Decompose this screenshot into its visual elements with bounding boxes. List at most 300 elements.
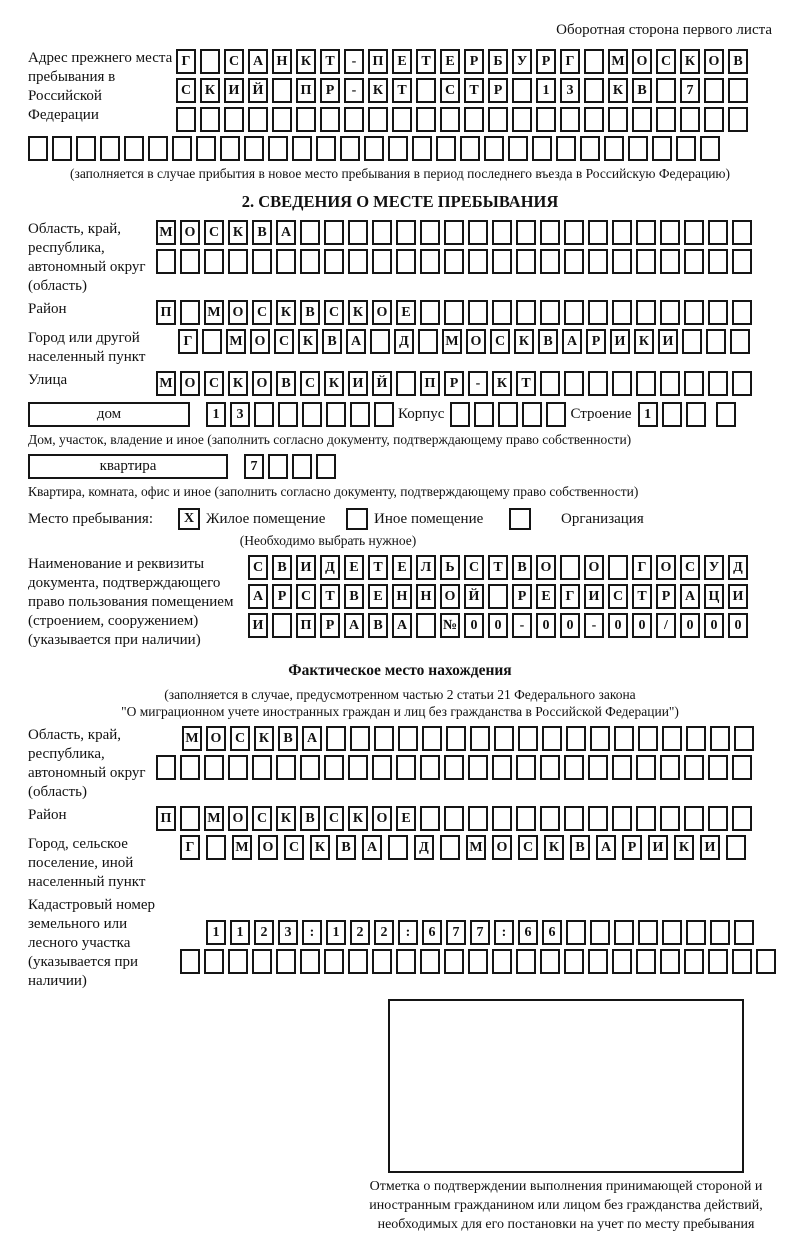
char-cell[interactable]: У [512, 49, 532, 74]
char-cell[interactable] [730, 329, 750, 354]
checkbox-other-premises[interactable] [346, 508, 368, 530]
char-cell[interactable]: Й [464, 584, 484, 609]
char-cell[interactable] [580, 136, 600, 161]
char-cell[interactable]: С [680, 555, 700, 580]
char-cell[interactable]: 2 [350, 920, 370, 945]
char-cell[interactable] [684, 755, 704, 780]
char-cell[interactable]: О [656, 555, 676, 580]
char-cell[interactable]: К [298, 329, 318, 354]
char-cell[interactable] [732, 949, 752, 974]
char-cell[interactable]: 0 [560, 613, 580, 638]
char-cell[interactable]: В [276, 371, 296, 396]
char-cell[interactable] [176, 107, 196, 132]
char-cell[interactable]: К [348, 806, 368, 831]
char-cell[interactable]: Е [440, 49, 460, 74]
char-cell[interactable] [656, 78, 676, 103]
char-cell[interactable]: С [518, 835, 538, 860]
char-cell[interactable]: П [420, 371, 440, 396]
char-cell[interactable] [484, 136, 504, 161]
char-cell[interactable] [516, 806, 536, 831]
char-cell[interactable] [180, 249, 200, 274]
char-cell[interactable]: А [362, 835, 382, 860]
char-cell[interactable] [636, 949, 656, 974]
char-cell[interactable]: И [610, 329, 630, 354]
char-cell[interactable] [492, 755, 512, 780]
char-cell[interactable]: Д [414, 835, 434, 860]
char-cell[interactable] [228, 949, 248, 974]
char-cell[interactable] [494, 726, 514, 751]
char-cell[interactable] [276, 949, 296, 974]
char-cell[interactable]: 1 [326, 920, 346, 945]
char-cell[interactable]: Р [444, 371, 464, 396]
char-cell[interactable]: 6 [422, 920, 442, 945]
char-cell[interactable] [732, 755, 752, 780]
char-cell[interactable]: А [276, 220, 296, 245]
char-cell[interactable] [248, 107, 268, 132]
char-cell[interactable] [180, 949, 200, 974]
char-cell[interactable]: : [398, 920, 418, 945]
char-cell[interactable] [632, 107, 652, 132]
char-cell[interactable] [704, 78, 724, 103]
char-cell[interactable] [156, 755, 176, 780]
char-cell[interactable] [636, 249, 656, 274]
char-cell[interactable]: В [272, 555, 292, 580]
char-cell[interactable]: Ь [440, 555, 460, 580]
char-cell[interactable]: Р [488, 78, 508, 103]
char-cell[interactable] [628, 136, 648, 161]
char-cell[interactable] [564, 949, 584, 974]
char-cell[interactable] [468, 949, 488, 974]
char-cell[interactable]: Р [320, 613, 340, 638]
char-cell[interactable] [588, 371, 608, 396]
char-cell[interactable] [396, 755, 416, 780]
char-cell[interactable] [684, 300, 704, 325]
char-cell[interactable]: И [248, 613, 268, 638]
char-cell[interactable] [276, 755, 296, 780]
char-cell[interactable] [326, 726, 346, 751]
char-cell[interactable] [590, 920, 610, 945]
char-cell[interactable] [516, 300, 536, 325]
char-cell[interactable] [444, 249, 464, 274]
char-cell[interactable] [420, 220, 440, 245]
char-cell[interactable]: Т [516, 371, 536, 396]
char-cell[interactable]: 3 [278, 920, 298, 945]
char-cell[interactable] [76, 136, 96, 161]
char-cell[interactable] [368, 107, 388, 132]
char-cell[interactable]: В [728, 49, 748, 74]
char-cell[interactable] [204, 755, 224, 780]
char-cell[interactable]: Г [560, 49, 580, 74]
char-cell[interactable]: Е [344, 555, 364, 580]
char-cell[interactable] [268, 136, 288, 161]
char-cell[interactable] [468, 755, 488, 780]
char-cell[interactable] [516, 249, 536, 274]
char-cell[interactable]: М [232, 835, 252, 860]
char-cell[interactable]: - [584, 613, 604, 638]
char-cell[interactable] [614, 726, 634, 751]
char-cell[interactable] [292, 454, 312, 479]
char-cell[interactable]: 0 [608, 613, 628, 638]
char-cell[interactable] [636, 300, 656, 325]
char-cell[interactable]: Т [320, 584, 340, 609]
char-cell[interactable]: : [302, 920, 322, 945]
char-cell[interactable]: О [180, 220, 200, 245]
char-cell[interactable]: Т [632, 584, 652, 609]
char-cell[interactable] [416, 78, 436, 103]
char-cell[interactable]: Е [368, 584, 388, 609]
char-cell[interactable] [492, 220, 512, 245]
char-cell[interactable]: : [494, 920, 514, 945]
char-cell[interactable]: С [608, 584, 628, 609]
char-cell[interactable]: Е [392, 49, 412, 74]
char-cell[interactable]: Г [560, 584, 580, 609]
char-cell[interactable]: М [226, 329, 246, 354]
char-cell[interactable] [708, 755, 728, 780]
char-cell[interactable] [416, 107, 436, 132]
char-cell[interactable] [276, 249, 296, 274]
char-cell[interactable]: 6 [542, 920, 562, 945]
char-cell[interactable] [254, 402, 274, 427]
char-cell[interactable] [420, 300, 440, 325]
char-cell[interactable] [420, 806, 440, 831]
char-cell[interactable] [468, 806, 488, 831]
char-cell[interactable] [636, 220, 656, 245]
char-cell[interactable] [398, 726, 418, 751]
char-cell[interactable] [540, 949, 560, 974]
char-cell[interactable]: Р [656, 584, 676, 609]
char-cell[interactable]: И [728, 584, 748, 609]
char-cell[interactable] [124, 136, 144, 161]
char-cell[interactable] [392, 107, 412, 132]
char-cell[interactable] [196, 136, 216, 161]
char-cell[interactable] [556, 136, 576, 161]
char-cell[interactable]: К [276, 806, 296, 831]
char-cell[interactable]: С [176, 78, 196, 103]
char-cell[interactable] [516, 949, 536, 974]
char-cell[interactable]: Г [178, 329, 198, 354]
char-cell[interactable]: 1 [638, 402, 658, 427]
char-cell[interactable] [252, 249, 272, 274]
char-cell[interactable]: Т [392, 78, 412, 103]
char-cell[interactable]: О [228, 300, 248, 325]
char-cell[interactable] [588, 300, 608, 325]
char-cell[interactable] [492, 806, 512, 831]
char-cell[interactable]: - [512, 613, 532, 638]
char-cell[interactable] [446, 726, 466, 751]
char-cell[interactable] [708, 949, 728, 974]
char-cell[interactable] [180, 806, 200, 831]
char-cell[interactable] [100, 136, 120, 161]
char-cell[interactable] [180, 300, 200, 325]
char-cell[interactable] [244, 136, 264, 161]
char-cell[interactable]: А [302, 726, 322, 751]
char-cell[interactable]: 2 [254, 920, 274, 945]
char-cell[interactable]: 1 [206, 402, 226, 427]
char-cell[interactable] [732, 371, 752, 396]
char-cell[interactable]: В [336, 835, 356, 860]
char-cell[interactable] [732, 806, 752, 831]
char-cell[interactable] [350, 726, 370, 751]
char-cell[interactable] [676, 136, 696, 161]
char-cell[interactable]: П [296, 613, 316, 638]
char-cell[interactable] [348, 220, 368, 245]
char-cell[interactable] [202, 329, 222, 354]
char-cell[interactable]: К [200, 78, 220, 103]
char-cell[interactable]: Д [394, 329, 414, 354]
char-cell[interactable]: С [284, 835, 304, 860]
char-cell[interactable] [224, 107, 244, 132]
char-cell[interactable]: С [230, 726, 250, 751]
char-cell[interactable]: О [440, 584, 460, 609]
char-cell[interactable] [272, 613, 292, 638]
char-cell[interactable] [492, 300, 512, 325]
char-cell[interactable] [684, 949, 704, 974]
char-cell[interactable]: Л [416, 555, 436, 580]
char-cell[interactable] [604, 136, 624, 161]
char-cell[interactable] [372, 249, 392, 274]
char-cell[interactable]: Е [396, 300, 416, 325]
char-cell[interactable] [540, 755, 560, 780]
char-cell[interactable]: С [296, 584, 316, 609]
char-cell[interactable]: 1 [206, 920, 226, 945]
char-cell[interactable]: О [704, 49, 724, 74]
char-cell[interactable] [710, 726, 730, 751]
char-cell[interactable] [540, 371, 560, 396]
char-cell[interactable] [324, 949, 344, 974]
char-cell[interactable]: А [346, 329, 366, 354]
char-cell[interactable] [440, 835, 460, 860]
char-cell[interactable] [660, 371, 680, 396]
char-cell[interactable] [540, 806, 560, 831]
char-cell[interactable] [564, 249, 584, 274]
char-cell[interactable] [370, 329, 390, 354]
char-cell[interactable] [614, 920, 634, 945]
char-cell[interactable]: О [372, 300, 392, 325]
char-cell[interactable]: О [206, 726, 226, 751]
char-cell[interactable] [440, 107, 460, 132]
char-cell[interactable]: 6 [518, 920, 538, 945]
char-cell[interactable]: Т [416, 49, 436, 74]
char-cell[interactable]: О [180, 371, 200, 396]
char-cell[interactable]: К [228, 371, 248, 396]
char-cell[interactable]: П [156, 806, 176, 831]
char-cell[interactable]: К [514, 329, 534, 354]
char-cell[interactable] [564, 755, 584, 780]
char-cell[interactable] [374, 726, 394, 751]
char-cell[interactable]: М [442, 329, 462, 354]
char-cell[interactable] [344, 107, 364, 132]
char-cell[interactable] [662, 402, 682, 427]
char-cell[interactable] [444, 949, 464, 974]
char-cell[interactable] [560, 555, 580, 580]
char-cell[interactable] [422, 726, 442, 751]
char-cell[interactable] [542, 726, 562, 751]
char-cell[interactable] [734, 920, 754, 945]
char-cell[interactable]: О [252, 371, 272, 396]
char-cell[interactable]: 7 [244, 454, 264, 479]
char-cell[interactable] [444, 220, 464, 245]
char-cell[interactable] [156, 249, 176, 274]
char-cell[interactable]: М [182, 726, 202, 751]
char-cell[interactable]: М [204, 300, 224, 325]
char-cell[interactable]: 3 [230, 402, 250, 427]
char-cell[interactable]: А [248, 584, 268, 609]
char-cell[interactable] [588, 249, 608, 274]
char-cell[interactable] [682, 329, 702, 354]
char-cell[interactable] [436, 136, 456, 161]
char-cell[interactable] [268, 454, 288, 479]
char-cell[interactable]: С [224, 49, 244, 74]
char-cell[interactable]: 0 [728, 613, 748, 638]
char-cell[interactable]: И [700, 835, 720, 860]
char-cell[interactable] [560, 107, 580, 132]
char-cell[interactable] [566, 920, 586, 945]
char-cell[interactable] [612, 249, 632, 274]
char-cell[interactable] [612, 371, 632, 396]
char-cell[interactable] [418, 329, 438, 354]
char-cell[interactable] [444, 806, 464, 831]
char-cell[interactable] [536, 107, 556, 132]
char-cell[interactable] [660, 949, 680, 974]
char-cell[interactable]: Т [368, 555, 388, 580]
char-cell[interactable] [512, 78, 532, 103]
char-cell[interactable] [726, 835, 746, 860]
char-cell[interactable]: С [252, 300, 272, 325]
char-cell[interactable] [708, 300, 728, 325]
char-cell[interactable]: Р [464, 49, 484, 74]
char-cell[interactable] [512, 107, 532, 132]
char-cell[interactable]: / [656, 613, 676, 638]
char-cell[interactable] [320, 107, 340, 132]
char-cell[interactable] [396, 220, 416, 245]
char-cell[interactable] [28, 136, 48, 161]
char-cell[interactable]: И [658, 329, 678, 354]
char-cell[interactable]: С [300, 371, 320, 396]
char-cell[interactable]: Б [488, 49, 508, 74]
char-cell[interactable]: О [466, 329, 486, 354]
char-cell[interactable] [662, 920, 682, 945]
char-cell[interactable]: М [156, 371, 176, 396]
char-cell[interactable] [300, 220, 320, 245]
char-cell[interactable]: В [538, 329, 558, 354]
char-cell[interactable]: 0 [632, 613, 652, 638]
char-cell[interactable] [612, 949, 632, 974]
char-cell[interactable] [686, 402, 706, 427]
char-cell[interactable] [444, 755, 464, 780]
char-cell[interactable]: Н [416, 584, 436, 609]
char-cell[interactable] [516, 220, 536, 245]
char-cell[interactable] [292, 136, 312, 161]
char-cell[interactable] [660, 249, 680, 274]
char-cell[interactable] [522, 402, 542, 427]
char-cell[interactable] [518, 726, 538, 751]
char-cell[interactable] [566, 726, 586, 751]
char-cell[interactable] [612, 806, 632, 831]
char-cell[interactable]: А [344, 613, 364, 638]
char-cell[interactable] [470, 726, 490, 751]
char-cell[interactable] [612, 220, 632, 245]
char-cell[interactable] [316, 136, 336, 161]
char-cell[interactable] [590, 726, 610, 751]
char-cell[interactable] [420, 755, 440, 780]
char-cell[interactable]: А [596, 835, 616, 860]
char-cell[interactable]: А [248, 49, 268, 74]
char-cell[interactable]: М [466, 835, 486, 860]
char-cell[interactable]: М [608, 49, 628, 74]
char-cell[interactable]: П [296, 78, 316, 103]
char-cell[interactable] [374, 402, 394, 427]
char-cell[interactable] [636, 806, 656, 831]
char-cell[interactable] [684, 249, 704, 274]
char-cell[interactable] [172, 136, 192, 161]
char-cell[interactable] [708, 220, 728, 245]
char-cell[interactable] [396, 249, 416, 274]
char-cell[interactable] [340, 136, 360, 161]
char-cell[interactable]: П [368, 49, 388, 74]
char-cell[interactable]: Й [248, 78, 268, 103]
char-cell[interactable]: И [648, 835, 668, 860]
char-cell[interactable]: С [490, 329, 510, 354]
char-cell[interactable] [734, 726, 754, 751]
char-cell[interactable]: К [608, 78, 628, 103]
char-cell[interactable] [488, 107, 508, 132]
char-cell[interactable]: 7 [680, 78, 700, 103]
char-cell[interactable]: 7 [470, 920, 490, 945]
char-cell[interactable]: О [258, 835, 278, 860]
char-cell[interactable]: - [468, 371, 488, 396]
char-cell[interactable]: И [296, 555, 316, 580]
char-cell[interactable] [516, 755, 536, 780]
char-cell[interactable]: К [492, 371, 512, 396]
char-cell[interactable]: А [562, 329, 582, 354]
char-cell[interactable] [206, 835, 226, 860]
char-cell[interactable] [588, 806, 608, 831]
char-cell[interactable] [660, 755, 680, 780]
char-cell[interactable]: И [224, 78, 244, 103]
char-cell[interactable]: К [368, 78, 388, 103]
char-cell[interactable] [608, 107, 628, 132]
char-cell[interactable]: Д [320, 555, 340, 580]
char-cell[interactable] [684, 806, 704, 831]
char-cell[interactable]: К [228, 220, 248, 245]
char-cell[interactable]: А [392, 613, 412, 638]
char-cell[interactable] [488, 584, 508, 609]
char-cell[interactable] [612, 755, 632, 780]
char-cell[interactable] [324, 755, 344, 780]
char-cell[interactable] [204, 949, 224, 974]
char-cell[interactable] [278, 402, 298, 427]
char-cell[interactable] [728, 78, 748, 103]
char-cell[interactable] [564, 806, 584, 831]
char-cell[interactable]: Р [272, 584, 292, 609]
char-cell[interactable]: Т [464, 78, 484, 103]
char-cell[interactable] [252, 755, 272, 780]
checkbox-residential[interactable]: X [178, 508, 200, 530]
char-cell[interactable] [706, 329, 726, 354]
char-cell[interactable]: 0 [704, 613, 724, 638]
char-cell[interactable]: О [536, 555, 556, 580]
char-cell[interactable] [348, 949, 368, 974]
char-cell[interactable]: К [680, 49, 700, 74]
char-cell[interactable]: 7 [446, 920, 466, 945]
char-cell[interactable]: В [368, 613, 388, 638]
char-cell[interactable]: Р [586, 329, 606, 354]
char-cell[interactable] [468, 300, 488, 325]
char-cell[interactable]: Т [488, 555, 508, 580]
char-cell[interactable] [652, 136, 672, 161]
char-cell[interactable]: О [632, 49, 652, 74]
char-cell[interactable]: К [348, 300, 368, 325]
